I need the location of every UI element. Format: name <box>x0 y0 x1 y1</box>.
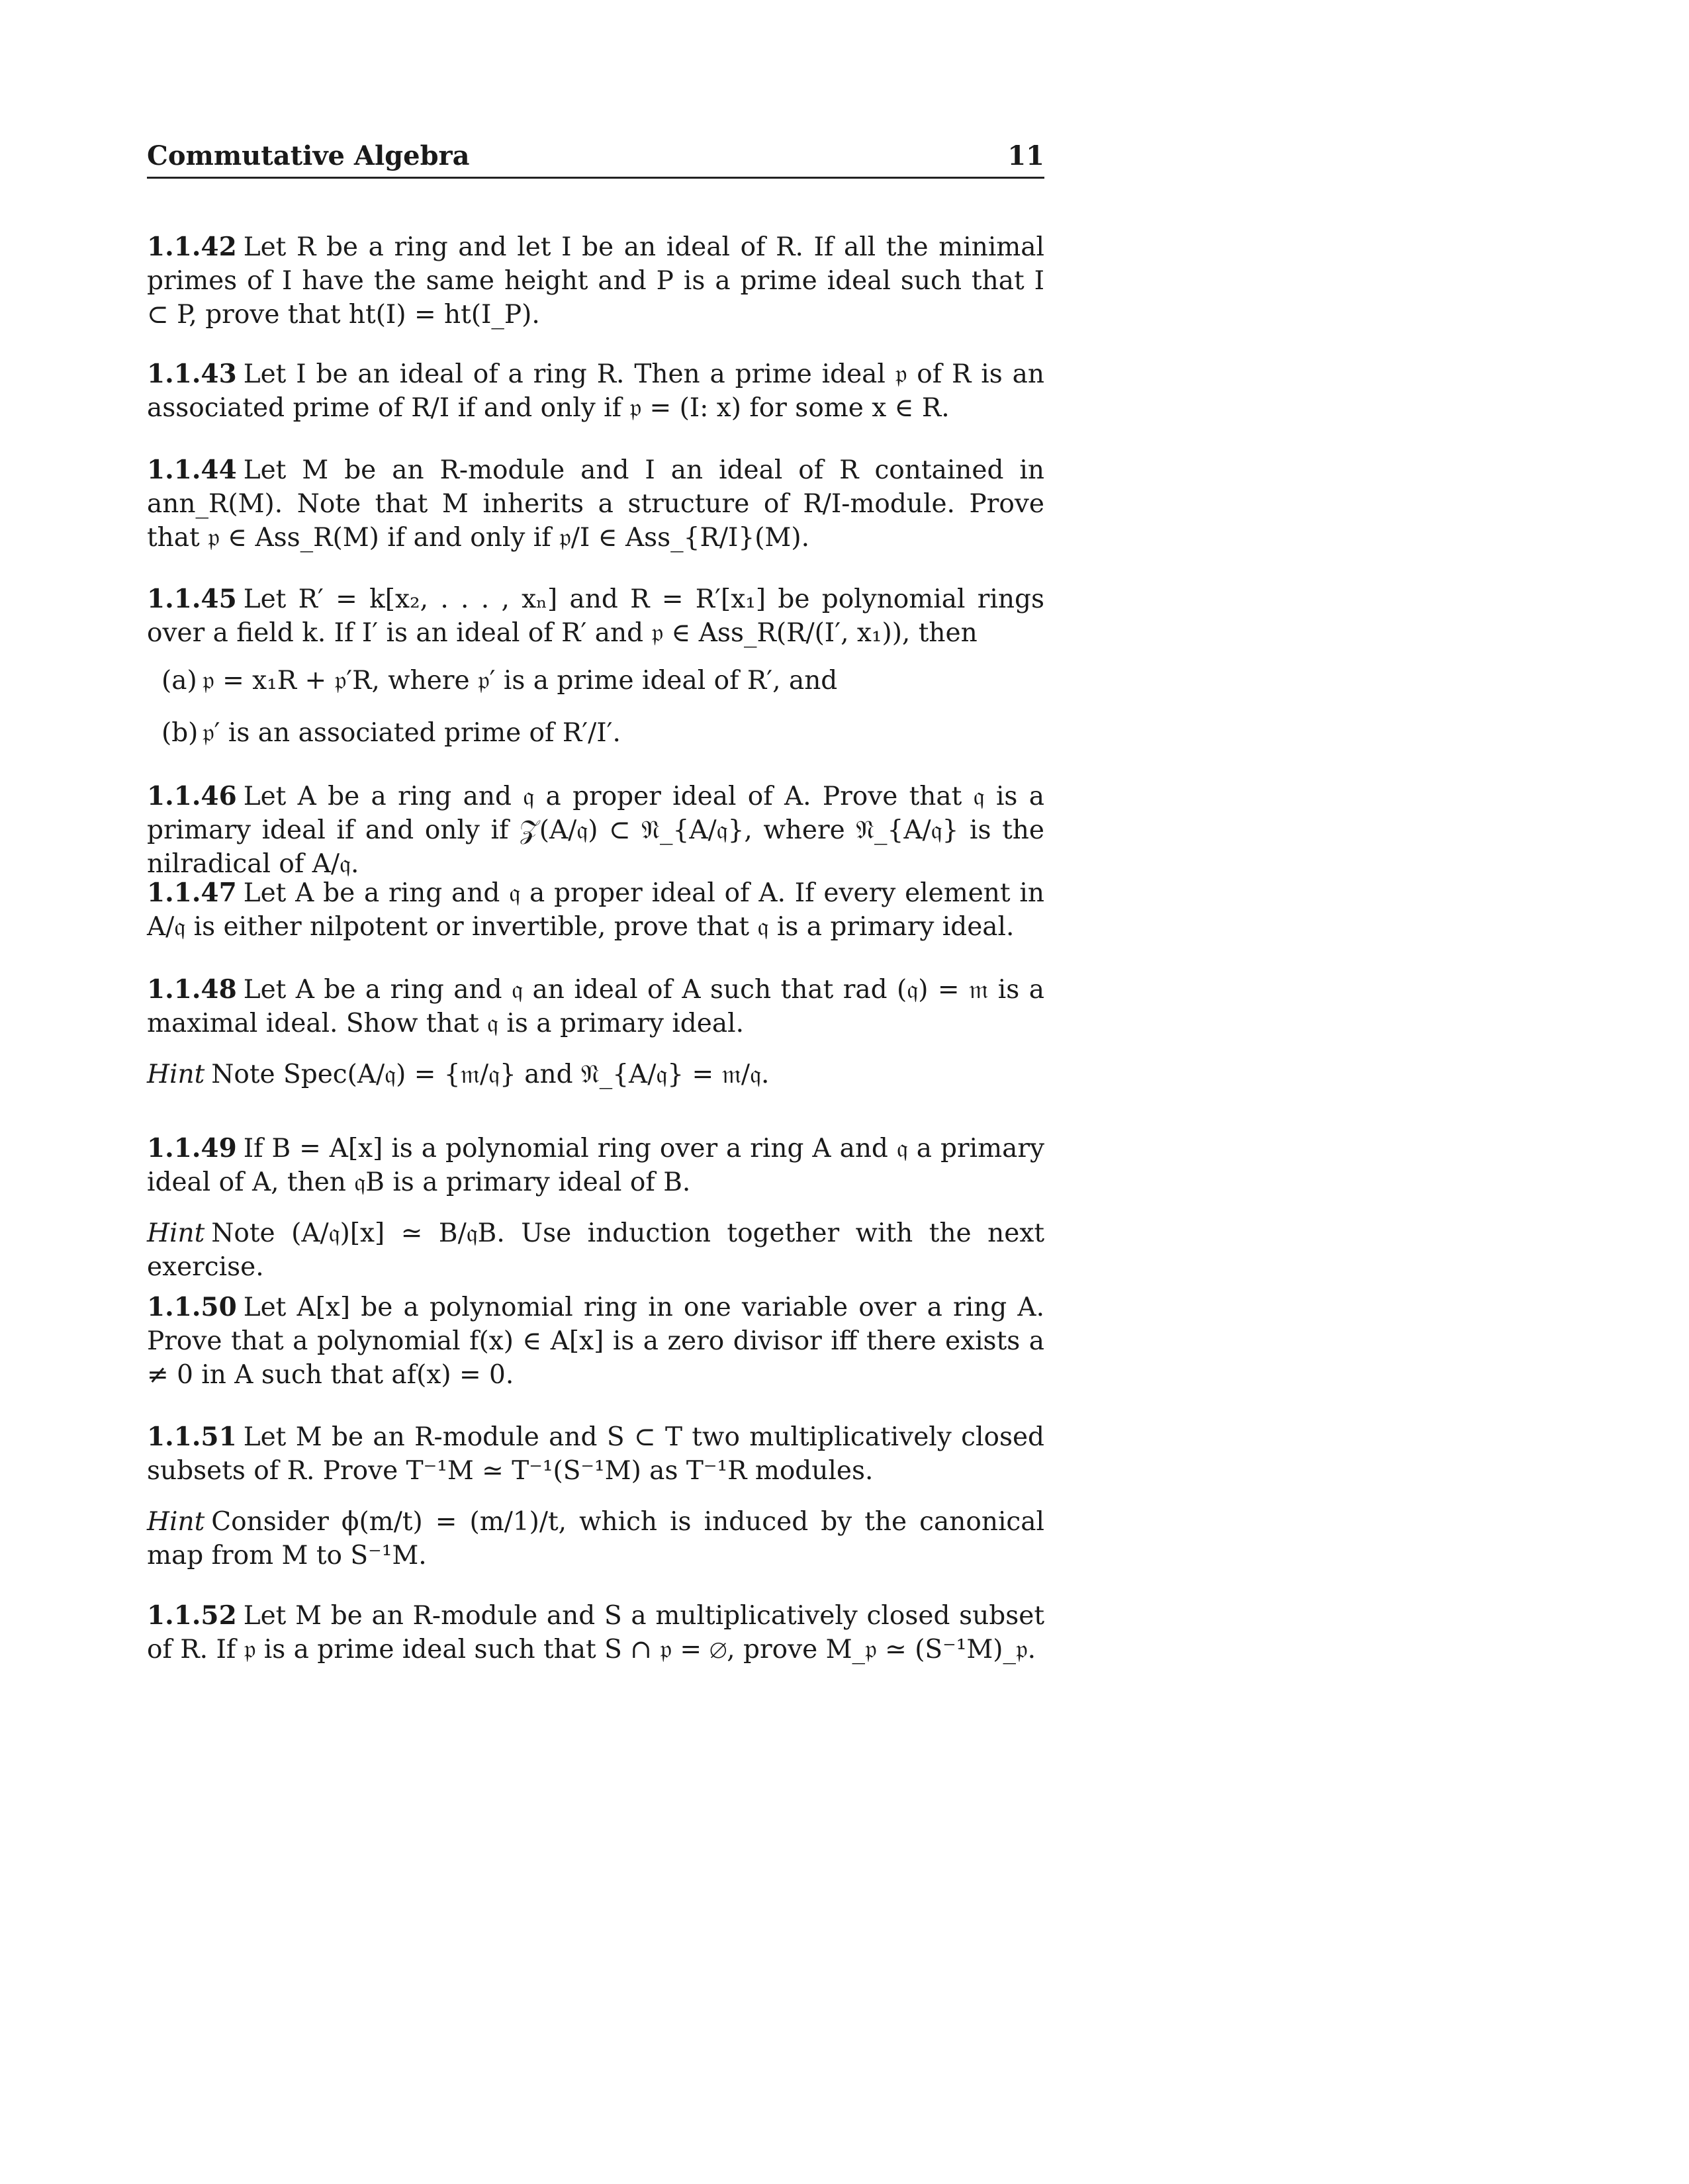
exercise-1-1-45 <box>147 582 1044 650</box>
item-label: (b) <box>161 718 199 748</box>
exercise-text: Let A be a ring and 𝔮 an ideal of A such that rad (𝔮) = 𝔪 is a maximal ideal. Show that 𝔮 is a primary ideal. <box>147 975 1044 1038</box>
page <box>147 139 1044 1664</box>
exercise-text: Let R be a ring and let I be an ideal of R. If all the minimal primes of I have the same height and P is a prime ideal such that I ⊂ P, prove that ht(I) = ht(I_P). <box>147 232 1044 330</box>
running-title: Commutative Algebra <box>147 140 470 171</box>
item-text: 𝔭 = x₁R + 𝔭′R, where 𝔭′ is a prime ideal of R′, and <box>203 666 838 696</box>
exercise-number: 1.1.43 <box>147 359 237 389</box>
item-text: 𝔭′ is an associated prime of R′/I′. <box>203 718 621 748</box>
running-header <box>147 139 1044 179</box>
exercise-text: If B = A[x] is a polynomial ring over a ring A and 𝔮 a primary ideal of A, then 𝔮B is a primary ideal of B. <box>147 1134 1044 1197</box>
hint-label: Hint <box>147 1218 205 1248</box>
exercise-number: 1.1.50 <box>147 1292 237 1322</box>
exercise-1-1-46 <box>147 780 1044 881</box>
exercise-number: 1.1.52 <box>147 1600 237 1631</box>
hint-1-1-51 <box>147 1505 1044 1572</box>
item-label: (a) <box>161 666 197 696</box>
exercise-1-1-51 <box>147 1420 1044 1488</box>
exercise-text: Let A be a ring and 𝔮 a proper ideal of A. Prove that 𝔮 is a primary ideal if and only if 𝒵(A/𝔮) ⊂ 𝔑_{A/𝔮}, where 𝔑_{A/𝔮} is the nilradical of A/𝔮. <box>147 782 1044 879</box>
exercise-1-1-43 <box>147 357 1044 425</box>
exercise-1-1-47 <box>147 876 1044 944</box>
hint-label: Hint <box>147 1060 205 1089</box>
exercise-number: 1.1.49 <box>147 1133 237 1163</box>
exercise-number: 1.1.42 <box>147 232 237 262</box>
exercise-text: Let M be an R-module and I an ideal of R contained in ann_R(M). Note that M inherits a structure of R/I-module. Prove that 𝔭 ∈ Ass_R(M) if and only if 𝔭/I ∈ Ass_{R/I}(M). <box>147 455 1044 553</box>
exercise-text: Let M be an R-module and S a multiplicatively closed subset of R. If 𝔭 is a prime ideal such that S ∩ 𝔭 = ∅, prove M_𝔭 ≃ (S⁻¹M)_𝔭. <box>147 1601 1044 1664</box>
hint-label: Hint <box>147 1507 205 1537</box>
exercise-1-1-49 <box>147 1132 1044 1199</box>
exercise-1-1-44 <box>147 453 1044 555</box>
hint-text: Note (A/𝔮)[x] ≃ B/𝔮B. Use induction together with the next exercise. <box>147 1218 1044 1282</box>
exercise-1-1-45-item-b <box>161 716 1022 750</box>
hint-text: Consider ϕ(m/t) = (m/1)/t, which is induced by the canonical map from M to S⁻¹M. <box>147 1507 1044 1570</box>
exercise-1-1-42 <box>147 230 1044 332</box>
hint-text: Note Spec(A/𝔮) = {𝔪/𝔮} and 𝔑_{A/𝔮} = 𝔪/𝔮. <box>211 1060 770 1089</box>
exercise-1-1-50 <box>147 1291 1044 1392</box>
exercise-text: Let A[x] be a polynomial ring in one variable over a ring A. Prove that a polynomial f(x) ∈ A[x] is a zero divisor iff there exists a ≠ 0 in A such that af(x) = 0. <box>147 1293 1044 1390</box>
exercise-number: 1.1.51 <box>147 1422 237 1452</box>
exercise-text: Let A be a ring and 𝔮 a proper ideal of A. If every element in A/𝔮 is either nilpotent or invertible, prove that 𝔮 is a primary ideal. <box>147 878 1044 942</box>
exercise-number: 1.1.46 <box>147 781 237 811</box>
exercise-number: 1.1.48 <box>147 974 237 1005</box>
page-number: 11 <box>1007 140 1044 171</box>
hint-1-1-49 <box>147 1216 1044 1284</box>
exercise-number: 1.1.45 <box>147 584 237 614</box>
exercise-1-1-52 <box>147 1599 1044 1666</box>
hint-1-1-48 <box>147 1058 1044 1091</box>
exercise-1-1-45-item-a <box>161 664 1022 698</box>
exercise-text: Let M be an R-module and S ⊂ T two multiplicatively closed subsets of R. Prove T⁻¹M ≃ T⁻¹(S⁻¹M) as T⁻¹R modules. <box>147 1422 1044 1486</box>
exercise-text: Let I be an ideal of a ring R. Then a prime ideal 𝔭 of R is an associated prime of R/I if and only if 𝔭 = (I: x) for some x ∈ R. <box>147 359 1044 423</box>
exercise-text: Let R′ = k[x₂, . . . , xₙ] and R = R′[x₁] be polynomial rings over a field k. If I′ is an ideal of R′ and 𝔭 ∈ Ass_R(R/(I′, x₁)), then <box>147 584 1044 648</box>
exercise-number: 1.1.47 <box>147 878 237 908</box>
exercise-1-1-48 <box>147 973 1044 1040</box>
exercise-number: 1.1.44 <box>147 455 237 485</box>
